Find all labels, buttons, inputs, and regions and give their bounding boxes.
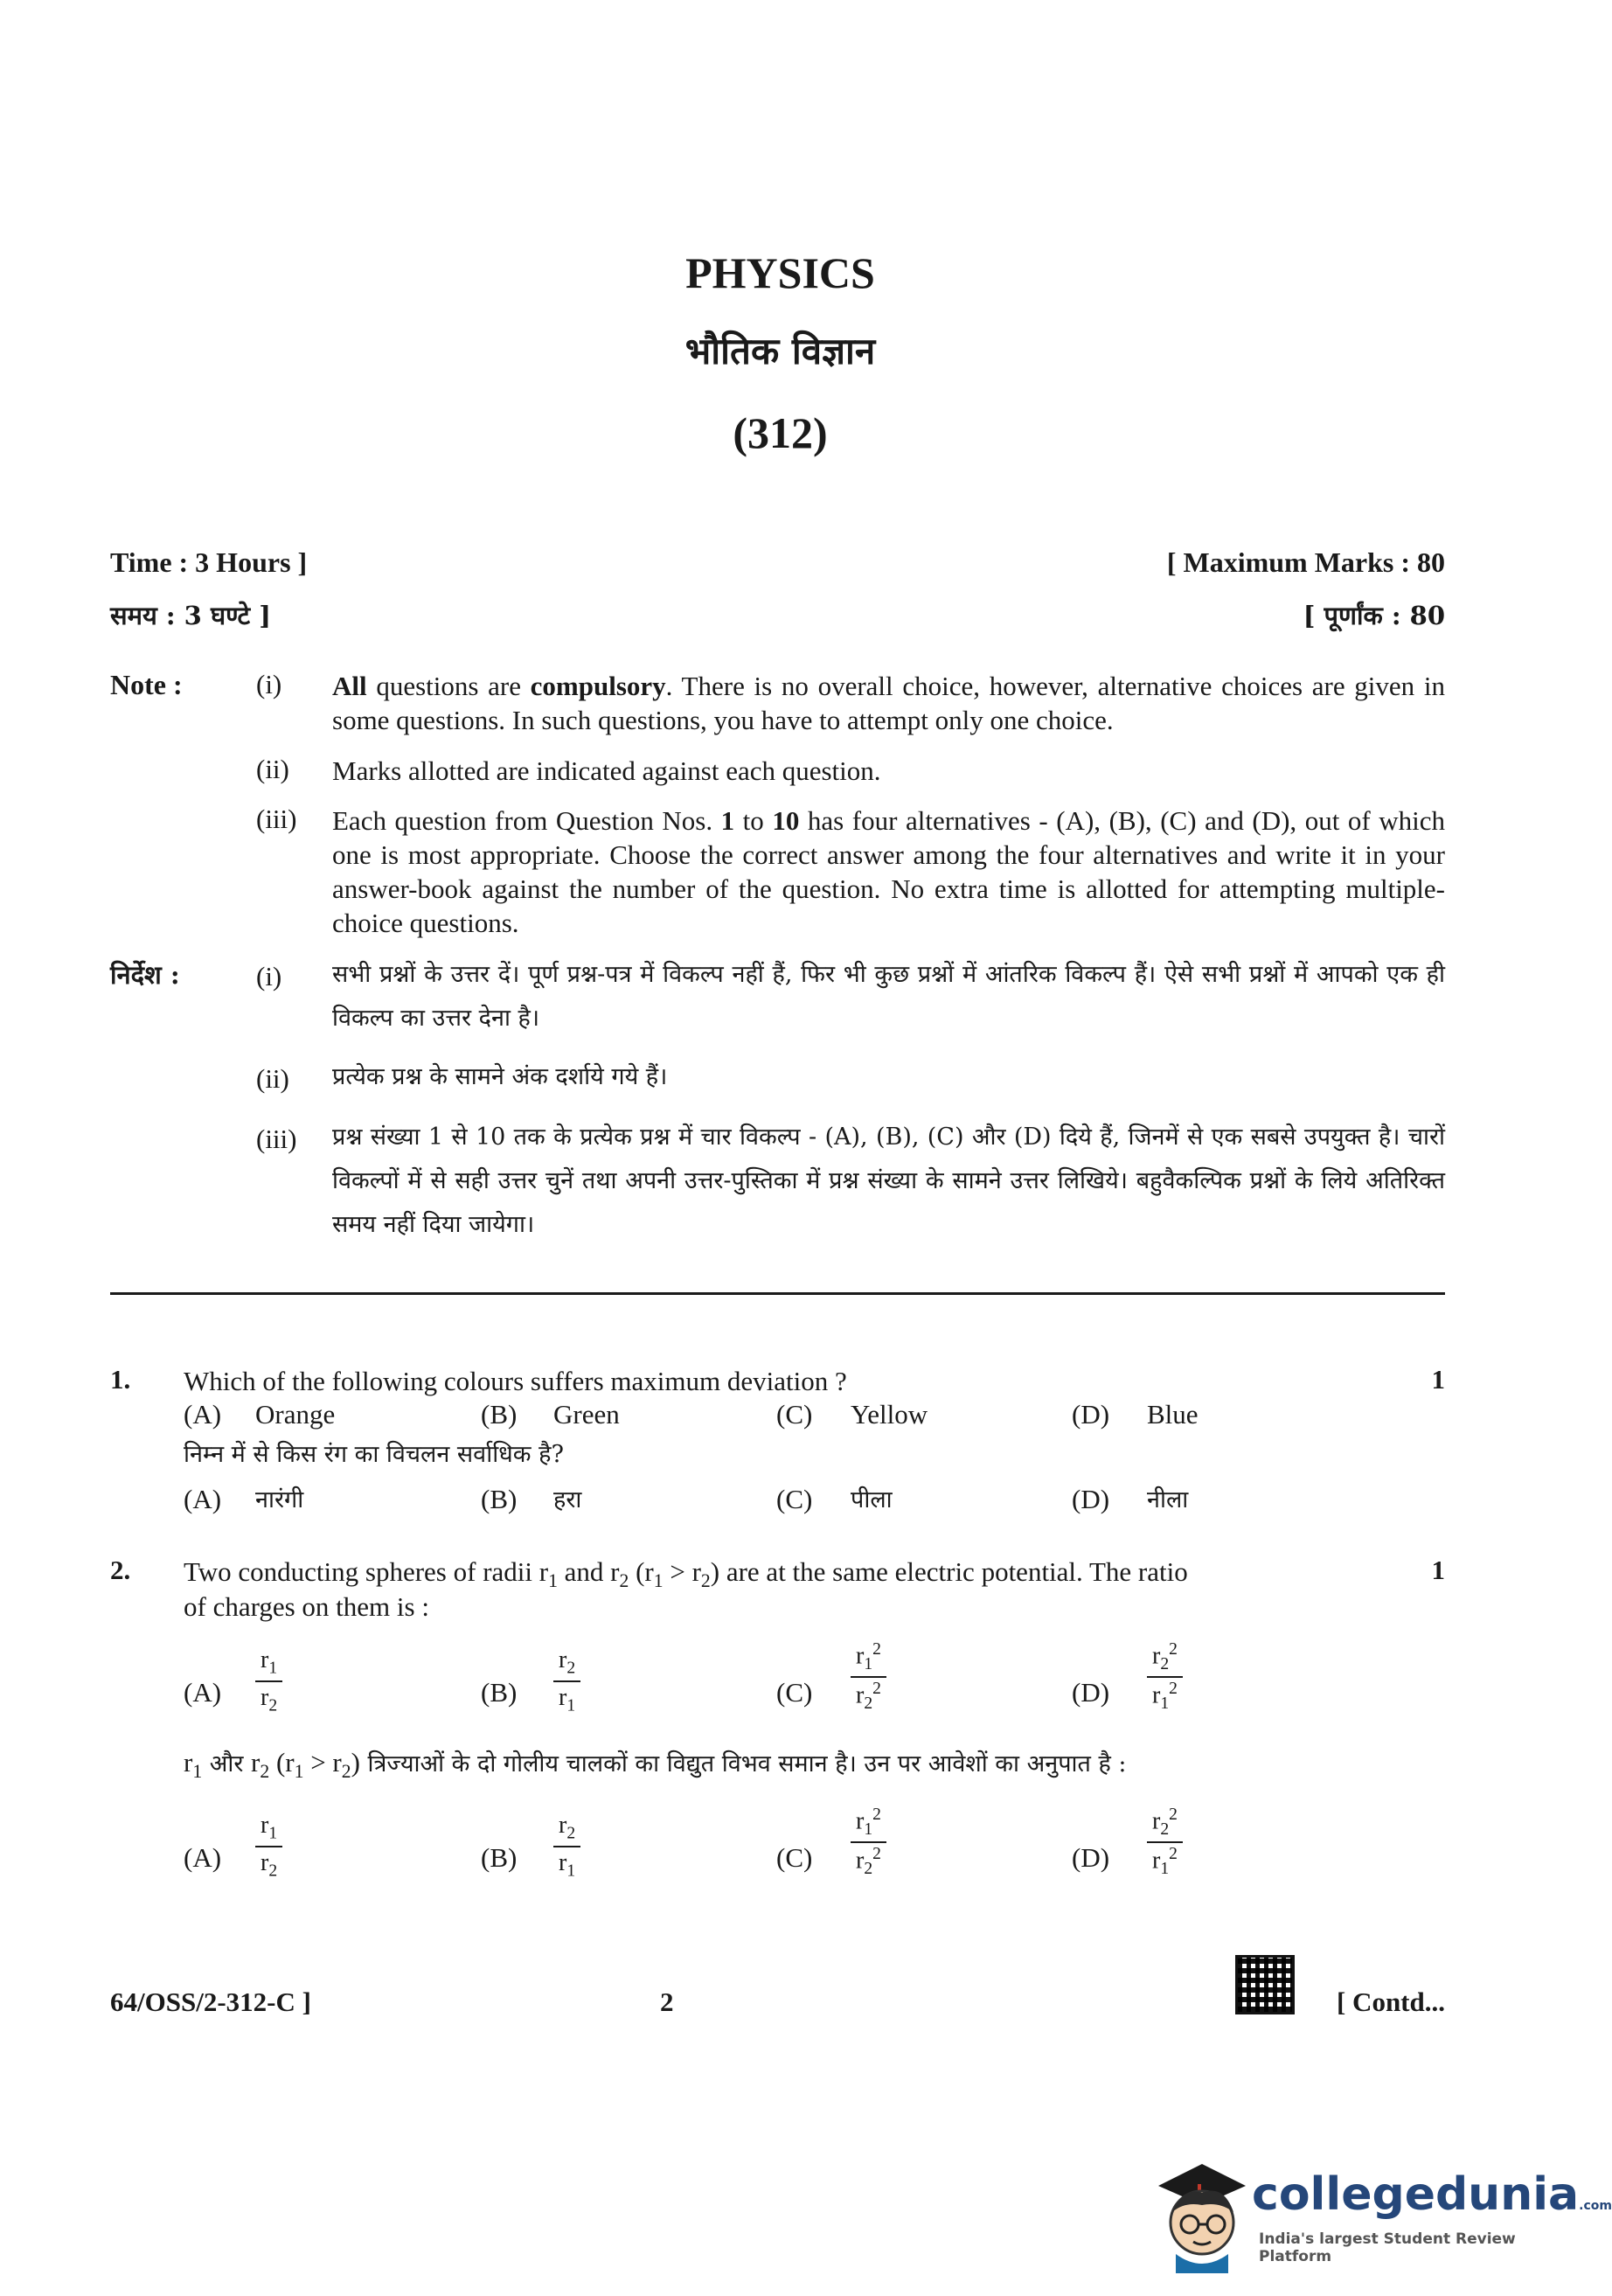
note-item-number: (i) (256, 669, 282, 699)
option-fraction: $\frac{r_1}{r_2}$ (255, 1812, 282, 1881)
question-marks: 1 (1431, 1555, 1445, 1585)
option-text: Blue (1147, 1399, 1199, 1430)
option-label: (A) (184, 1677, 222, 1708)
option-text-hindi: हरा (553, 1486, 582, 1513)
section-divider (110, 1292, 1445, 1295)
note-item-text: All questions are compulsory. There is no overall choice, however, alternative choices are given in some questions. In such questions, you have to attempt only one choice. (332, 671, 1445, 735)
question-text-hindi: निम्न में से किस रंग का विचलन सर्वाधिक है? (184, 1441, 564, 1468)
option-fraction: $\frac{r_2^2}{r_1^2}$ (1147, 1805, 1183, 1879)
qr-code-icon (1235, 1955, 1295, 2014)
question-text: Two conducting spheres of radii $r_1$ and $r_2$ $(r_1 > r_2)$ are at the same electric potential. The ratio (184, 1556, 1188, 1592)
option-text: Yellow (851, 1399, 928, 1430)
option-text-hindi: नीला (1147, 1486, 1189, 1513)
option-label: (D) (1072, 1677, 1110, 1708)
paper-code: 64/OSS/2-312-C ] (110, 1986, 311, 2017)
brand-suffix: .com (1579, 2199, 1612, 2213)
option-label: (A) (184, 1484, 222, 1514)
note-label: Note : (110, 669, 183, 700)
question-text-hindi: $r_1$ और $r_2$ $(r_1 > r_2)$ त्रिज्याओं के दो गोलीय चालकों का विद्युत विभव समान है। उन पर आवेशों का अनुपात है : (184, 1747, 1127, 1783)
option-label: (C) (776, 1484, 813, 1514)
option-label: (C) (776, 1842, 813, 1873)
question-text-start: Two conducting spheres of radii r (184, 1556, 549, 1587)
collegedunia-mascot-logo (1150, 2151, 1254, 2273)
option-label: (D) (1072, 1399, 1110, 1430)
option-text-hindi: नारंगी (255, 1486, 304, 1513)
option-label: (C) (776, 1677, 813, 1708)
question-marks: 1 (1431, 1364, 1445, 1395)
option-text: Green (553, 1399, 620, 1430)
option-label: (A) (184, 1842, 222, 1873)
option-label: (B) (481, 1677, 518, 1708)
note-item-text-hindi: सभी प्रश्नों के उत्तर दें। पूर्ण प्रश्न-पत्र में विकल्प नहीं हैं, फिर भी कुछ प्रश्नों में आंतरिक विकल्प हैं। ऐसे सभी प्रश्नों में आपको एक ही विकल्प का उत्तर देना है। (332, 961, 1445, 1032)
note-item-text-hindi: प्रश्न संख्या 1 से 10 तक के प्रत्येक प्रश्न में चार विकल्प - (A), (B), (C) और (D) दिये हैं, जिनमें से एक सबसे उपयुक्त है। चारों विकल्पों में से सही उत्तर चुनें तथा अपनी उत्तर-पुस्तिका में प्रश्न संख्या के सामने उत्तर लिखिये। बहुवैकल्पिक प्रश्नों के लिये अतिरिक्त समय नहीं दिया जायेगा। (332, 1124, 1445, 1238)
note-item-number: (i) (256, 961, 282, 991)
option-fraction: $\frac{r_2}{r_1}$ (553, 1646, 580, 1715)
note-label-hindi: निर्देश : (110, 960, 180, 990)
option-text-hindi: पीला (851, 1486, 893, 1513)
collegedunia-logo-text (1252, 2168, 1612, 2221)
exam-title: PHYSICS (685, 248, 875, 297)
time-label-hindi: समय : 3 घण्टे ] (110, 601, 271, 630)
note-item-text-hindi: प्रत्येक प्रश्न के सामने अंक दर्शाये गये हैं। (332, 1063, 668, 1090)
note-item-number: (ii) (256, 1063, 289, 1094)
note-item-text: Marks allotted are indicated against each question. (332, 755, 881, 786)
option-label: (B) (481, 1842, 518, 1873)
brand-name: collegedunia (1252, 2168, 1580, 2221)
option-label: (B) (481, 1399, 518, 1430)
collegedunia-tagline: India's largest Student Review Platform (1259, 2230, 1516, 2265)
time-label: Time : 3 Hours ] (110, 546, 308, 578)
option-fraction: $\frac{r_1^2}{r_2^2}$ (851, 1805, 886, 1879)
option-text: Orange (255, 1399, 336, 1430)
option-fraction: $\frac{r_1}{r_2}$ (255, 1646, 282, 1715)
max-marks-label: [ Maximum Marks : 80 (1166, 546, 1445, 578)
note-item-number: (ii) (256, 754, 289, 784)
exam-title-hindi: भौतिक विज्ञान (684, 330, 876, 372)
option-label: (A) (184, 1399, 222, 1430)
option-label: (D) (1072, 1842, 1110, 1873)
max-marks-label-hindi: [ पूर्णांक : 80 (1303, 601, 1445, 630)
option-fraction: $\frac{r_1^2}{r_2^2}$ (851, 1640, 886, 1714)
option-label: (B) (481, 1484, 518, 1514)
note-item-text: Each question from Question Nos. 1 to 10 has four alternatives - (A), (B), (C) and (D), out of which one is most appropriate. Choose the correct answer among the four alternatives and write it in your answer-book against the number of the question. No extra time is allotted for attempting multiple-choice questions. (332, 805, 1445, 938)
question-number: 2. (110, 1555, 131, 1585)
option-fraction: $\frac{r_2}{r_1}$ (553, 1812, 580, 1881)
option-label: (C) (776, 1399, 813, 1430)
continued-label: [ Contd... (1336, 1986, 1445, 2017)
option-fraction: $\frac{r_2^2}{r_1^2}$ (1147, 1640, 1183, 1714)
question-text: Which of the following colours suffers maximum deviation ? (184, 1366, 847, 1396)
subject-code: (312) (733, 408, 828, 457)
question-text-line2: of charges on them is : (184, 1591, 429, 1622)
option-label: (D) (1072, 1484, 1110, 1514)
question-hindi-rest: त्रिज्याओं के दो गोलीय चालकों का विद्युत विभव समान है। उन पर आवेशों का अनुपात है : (367, 1750, 1127, 1778)
note-item-number: (iii) (256, 1124, 297, 1154)
note-item-number: (iii) (256, 804, 297, 834)
page-number: 2 (660, 1986, 674, 2017)
question-number: 1. (110, 1364, 131, 1395)
